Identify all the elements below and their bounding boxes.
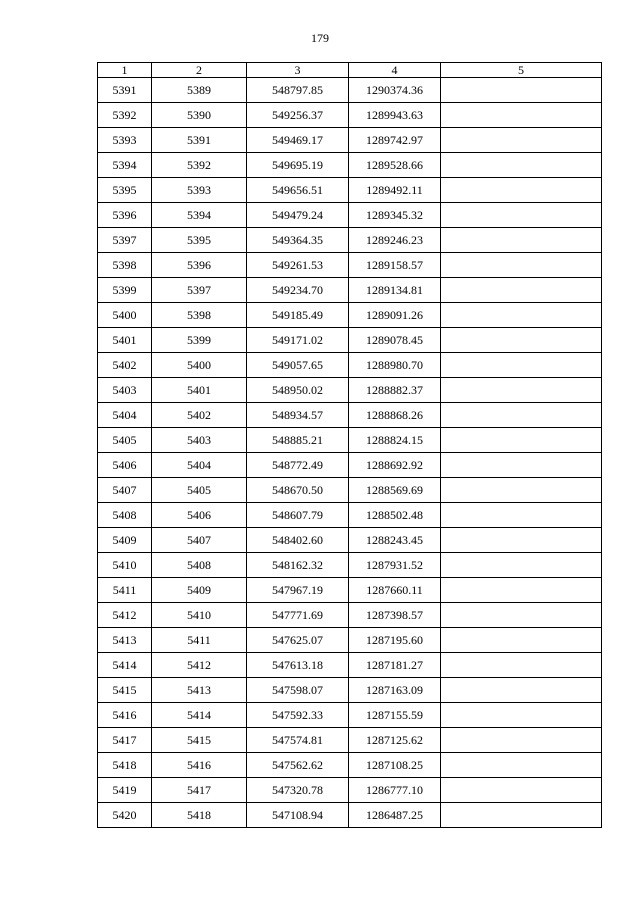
- point-number-cell: 5405: [98, 428, 152, 453]
- x-coordinate-cell: 547613.18: [247, 653, 349, 678]
- table-row: [98, 303, 602, 328]
- y-coordinate-cell: 1289091.26: [349, 303, 441, 328]
- y-coordinate-cell: 1287108.25: [349, 753, 441, 778]
- x-coordinate-cell: 548670.50: [247, 478, 349, 503]
- table-row: [98, 453, 602, 478]
- table-row: [98, 278, 602, 303]
- column-header: 1: [98, 63, 152, 78]
- note-cell: [441, 253, 602, 278]
- note-cell: [441, 203, 602, 228]
- x-coordinate-cell: 548797.85: [247, 78, 349, 103]
- prev-point-cell: 5418: [152, 803, 247, 828]
- x-coordinate-cell: 548885.21: [247, 428, 349, 453]
- column-header: 4: [349, 63, 441, 78]
- point-number-cell: 5398: [98, 253, 152, 278]
- note-cell: [441, 803, 602, 828]
- y-coordinate-cell: 1287125.62: [349, 728, 441, 753]
- prev-point-cell: 5399: [152, 328, 247, 353]
- note-cell: [441, 328, 602, 353]
- x-coordinate-cell: 549479.24: [247, 203, 349, 228]
- y-coordinate-cell: 1288824.15: [349, 428, 441, 453]
- table-row: [98, 753, 602, 778]
- note-cell: [441, 178, 602, 203]
- table-row: [98, 628, 602, 653]
- x-coordinate-cell: 549057.65: [247, 353, 349, 378]
- y-coordinate-cell: 1288692.92: [349, 453, 441, 478]
- header-row: [98, 63, 602, 78]
- y-coordinate-cell: 1289078.45: [349, 328, 441, 353]
- column-header: 3: [247, 63, 349, 78]
- table-body: [98, 78, 602, 828]
- x-coordinate-cell: 548162.32: [247, 553, 349, 578]
- point-number-cell: 5416: [98, 703, 152, 728]
- point-number-cell: 5401: [98, 328, 152, 353]
- prev-point-cell: 5411: [152, 628, 247, 653]
- y-coordinate-cell: 1289158.57: [349, 253, 441, 278]
- point-number-cell: 5399: [98, 278, 152, 303]
- y-coordinate-cell: 1288980.70: [349, 353, 441, 378]
- prev-point-cell: 5397: [152, 278, 247, 303]
- prev-point-cell: 5396: [152, 253, 247, 278]
- point-number-cell: 5396: [98, 203, 152, 228]
- point-number-cell: 5392: [98, 103, 152, 128]
- coordinates-table: [97, 62, 602, 828]
- prev-point-cell: 5401: [152, 378, 247, 403]
- point-number-cell: 5413: [98, 628, 152, 653]
- x-coordinate-cell: 549171.02: [247, 328, 349, 353]
- y-coordinate-cell: 1289943.63: [349, 103, 441, 128]
- y-coordinate-cell: 1287931.52: [349, 553, 441, 578]
- prev-point-cell: 5405: [152, 478, 247, 503]
- point-number-cell: 5417: [98, 728, 152, 753]
- table-row: [98, 153, 602, 178]
- prev-point-cell: 5402: [152, 403, 247, 428]
- prev-point-cell: 5400: [152, 353, 247, 378]
- point-number-cell: 5400: [98, 303, 152, 328]
- note-cell: [441, 628, 602, 653]
- table-row: [98, 778, 602, 803]
- y-coordinate-cell: 1289528.66: [349, 153, 441, 178]
- point-number-cell: 5410: [98, 553, 152, 578]
- y-coordinate-cell: 1289492.11: [349, 178, 441, 203]
- note-cell: [441, 478, 602, 503]
- x-coordinate-cell: 548607.79: [247, 503, 349, 528]
- y-coordinate-cell: 1289134.81: [349, 278, 441, 303]
- prev-point-cell: 5406: [152, 503, 247, 528]
- x-coordinate-cell: 547592.33: [247, 703, 349, 728]
- point-number-cell: 5394: [98, 153, 152, 178]
- note-cell: [441, 503, 602, 528]
- table-row: [98, 728, 602, 753]
- point-number-cell: 5402: [98, 353, 152, 378]
- page-number: 179: [311, 31, 329, 45]
- y-coordinate-cell: 1289742.97: [349, 128, 441, 153]
- point-number-cell: 5403: [98, 378, 152, 403]
- note-cell: [441, 578, 602, 603]
- table-row: [98, 403, 602, 428]
- table-row: [98, 503, 602, 528]
- table-row: [98, 428, 602, 453]
- x-coordinate-cell: 549261.53: [247, 253, 349, 278]
- prev-point-cell: 5415: [152, 728, 247, 753]
- note-cell: [441, 703, 602, 728]
- prev-point-cell: 5407: [152, 528, 247, 553]
- table-row: [98, 203, 602, 228]
- table-row: [98, 78, 602, 103]
- point-number-cell: 5391: [98, 78, 152, 103]
- note-cell: [441, 103, 602, 128]
- note-cell: [441, 678, 602, 703]
- x-coordinate-cell: 549256.37: [247, 103, 349, 128]
- note-cell: [441, 403, 602, 428]
- point-number-cell: 5420: [98, 803, 152, 828]
- x-coordinate-cell: 547771.69: [247, 603, 349, 628]
- point-number-cell: 5418: [98, 753, 152, 778]
- y-coordinate-cell: 1287163.09: [349, 678, 441, 703]
- y-coordinate-cell: 1288243.45: [349, 528, 441, 553]
- note-cell: [441, 728, 602, 753]
- table-row: [98, 228, 602, 253]
- point-number-cell: 5409: [98, 528, 152, 553]
- note-cell: [441, 453, 602, 478]
- y-coordinate-cell: 1287195.60: [349, 628, 441, 653]
- y-coordinate-cell: 1289246.23: [349, 228, 441, 253]
- table-row: [98, 103, 602, 128]
- x-coordinate-cell: 548950.02: [247, 378, 349, 403]
- prev-point-cell: 5416: [152, 753, 247, 778]
- table-row: [98, 603, 602, 628]
- point-number-cell: 5406: [98, 453, 152, 478]
- x-coordinate-cell: 547598.07: [247, 678, 349, 703]
- prev-point-cell: 5408: [152, 553, 247, 578]
- y-coordinate-cell: 1288882.37: [349, 378, 441, 403]
- note-cell: [441, 153, 602, 178]
- x-coordinate-cell: 549185.49: [247, 303, 349, 328]
- x-coordinate-cell: 547562.62: [247, 753, 349, 778]
- note-cell: [441, 353, 602, 378]
- y-coordinate-cell: 1286777.10: [349, 778, 441, 803]
- point-number-cell: 5412: [98, 603, 152, 628]
- point-number-cell: 5408: [98, 503, 152, 528]
- point-number-cell: 5415: [98, 678, 152, 703]
- prev-point-cell: 5403: [152, 428, 247, 453]
- prev-point-cell: 5391: [152, 128, 247, 153]
- table-row: [98, 803, 602, 828]
- prev-point-cell: 5395: [152, 228, 247, 253]
- table-row: [98, 353, 602, 378]
- table-header: [98, 63, 602, 78]
- point-number-cell: 5393: [98, 128, 152, 153]
- table-row: [98, 678, 602, 703]
- table-row: [98, 328, 602, 353]
- y-coordinate-cell: 1287398.57: [349, 603, 441, 628]
- table-row: [98, 703, 602, 728]
- table-row: [98, 528, 602, 553]
- y-coordinate-cell: 1287155.59: [349, 703, 441, 728]
- point-number-cell: 5419: [98, 778, 152, 803]
- x-coordinate-cell: 548772.49: [247, 453, 349, 478]
- note-cell: [441, 653, 602, 678]
- x-coordinate-cell: 548402.60: [247, 528, 349, 553]
- prev-point-cell: 5412: [152, 653, 247, 678]
- x-coordinate-cell: 549364.35: [247, 228, 349, 253]
- point-number-cell: 5411: [98, 578, 152, 603]
- note-cell: [441, 603, 602, 628]
- table-row: [98, 253, 602, 278]
- table-row: [98, 653, 602, 678]
- table-row: [98, 178, 602, 203]
- table-row: [98, 578, 602, 603]
- x-coordinate-cell: 547625.07: [247, 628, 349, 653]
- point-number-cell: 5414: [98, 653, 152, 678]
- prev-point-cell: 5414: [152, 703, 247, 728]
- x-coordinate-cell: 549656.51: [247, 178, 349, 203]
- y-coordinate-cell: 1287181.27: [349, 653, 441, 678]
- point-number-cell: 5404: [98, 403, 152, 428]
- note-cell: [441, 753, 602, 778]
- column-header: 5: [441, 63, 602, 78]
- prev-point-cell: 5392: [152, 153, 247, 178]
- y-coordinate-cell: 1288502.48: [349, 503, 441, 528]
- note-cell: [441, 778, 602, 803]
- table-row: [98, 128, 602, 153]
- y-coordinate-cell: 1288569.69: [349, 478, 441, 503]
- note-cell: [441, 553, 602, 578]
- column-header: 2: [152, 63, 247, 78]
- prev-point-cell: 5389: [152, 78, 247, 103]
- x-coordinate-cell: 547967.19: [247, 578, 349, 603]
- prev-point-cell: 5410: [152, 603, 247, 628]
- y-coordinate-cell: 1287660.11: [349, 578, 441, 603]
- y-coordinate-cell: 1290374.36: [349, 78, 441, 103]
- note-cell: [441, 128, 602, 153]
- note-cell: [441, 303, 602, 328]
- point-number-cell: 5397: [98, 228, 152, 253]
- note-cell: [441, 378, 602, 403]
- x-coordinate-cell: 549234.70: [247, 278, 349, 303]
- table-row: [98, 478, 602, 503]
- y-coordinate-cell: 1286487.25: [349, 803, 441, 828]
- prev-point-cell: 5398: [152, 303, 247, 328]
- y-coordinate-cell: 1289345.32: [349, 203, 441, 228]
- x-coordinate-cell: 549695.19: [247, 153, 349, 178]
- x-coordinate-cell: 548934.57: [247, 403, 349, 428]
- prev-point-cell: 5404: [152, 453, 247, 478]
- prev-point-cell: 5394: [152, 203, 247, 228]
- prev-point-cell: 5409: [152, 578, 247, 603]
- prev-point-cell: 5393: [152, 178, 247, 203]
- prev-point-cell: 5417: [152, 778, 247, 803]
- note-cell: [441, 78, 602, 103]
- prev-point-cell: 5390: [152, 103, 247, 128]
- x-coordinate-cell: 547108.94: [247, 803, 349, 828]
- point-number-cell: 5407: [98, 478, 152, 503]
- note-cell: [441, 228, 602, 253]
- x-coordinate-cell: 547320.78: [247, 778, 349, 803]
- point-number-cell: 5395: [98, 178, 152, 203]
- note-cell: [441, 428, 602, 453]
- x-coordinate-cell: 549469.17: [247, 128, 349, 153]
- x-coordinate-cell: 547574.81: [247, 728, 349, 753]
- note-cell: [441, 528, 602, 553]
- y-coordinate-cell: 1288868.26: [349, 403, 441, 428]
- table-row: [98, 553, 602, 578]
- table-row: [98, 378, 602, 403]
- prev-point-cell: 5413: [152, 678, 247, 703]
- note-cell: [441, 278, 602, 303]
